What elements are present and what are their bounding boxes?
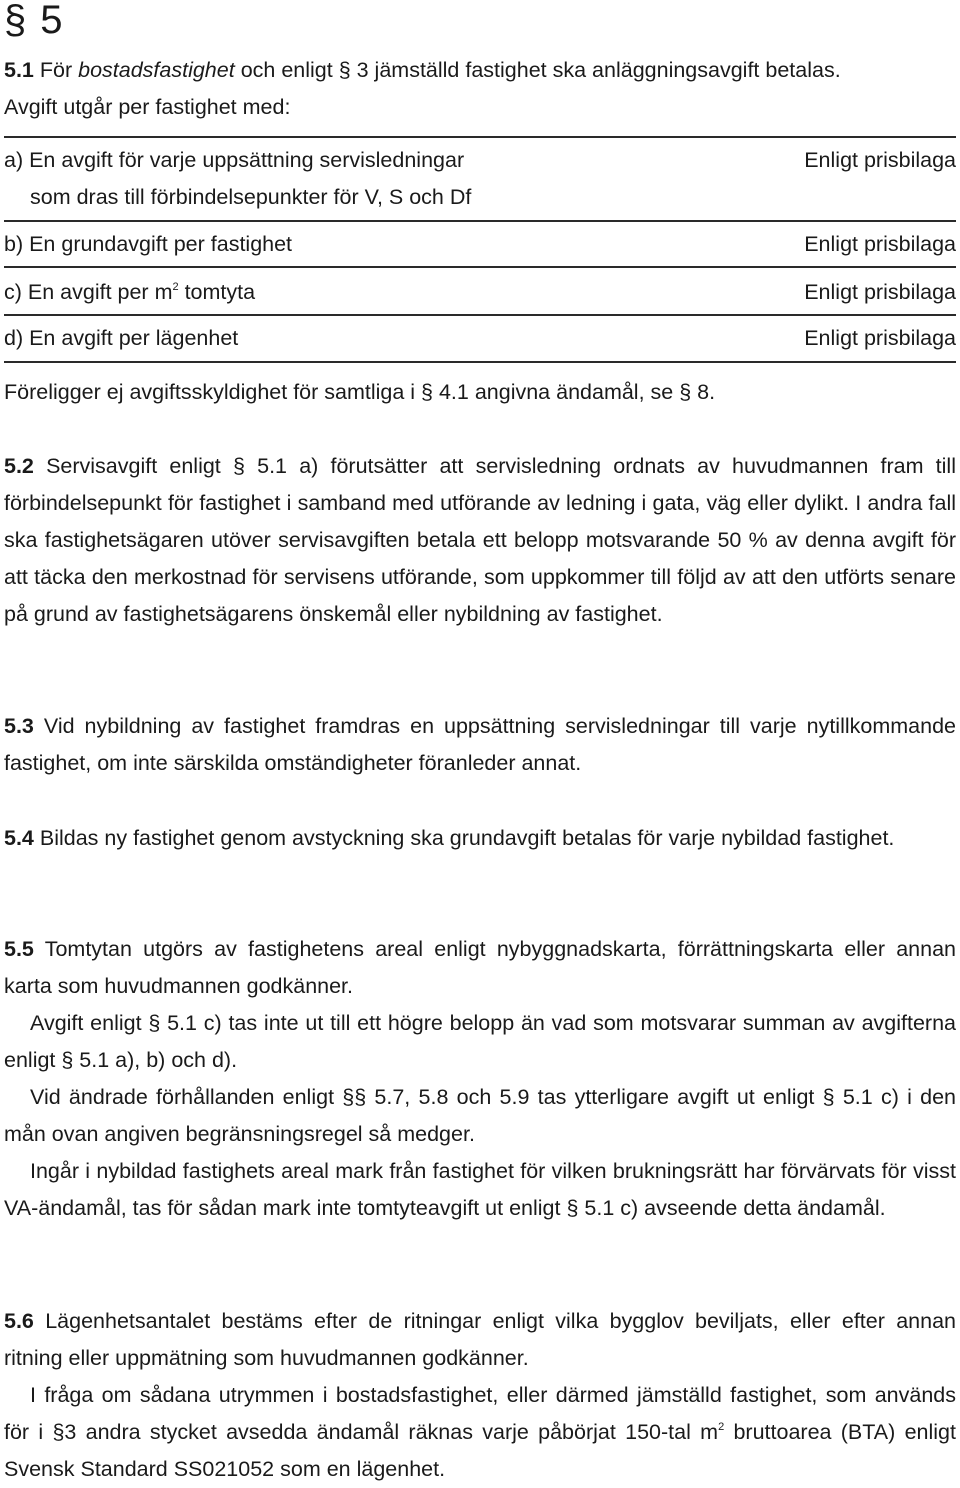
table-rule	[4, 361, 956, 363]
italic-term: bostadsfastighet	[78, 58, 235, 82]
text-fragment: För	[39, 58, 73, 82]
table-rule	[4, 220, 956, 222]
paragraph-5-1-line2: Avgift utgår per fastighet med:	[4, 95, 291, 119]
fee-label: d) En avgift per lägenhet	[4, 326, 239, 350]
fee-label-line: som dras till förbindelsepunkter för V, S och Df	[30, 185, 472, 209]
text-fragment: c) En avgift per m	[4, 280, 173, 304]
section-symbol: §	[4, 0, 27, 42]
paragraph-number: 5.6	[4, 1309, 34, 1333]
fee-label-line: a) En avgift för varje uppsättning servisledningar	[4, 148, 465, 172]
fee-value: Enligt prisbilaga	[804, 232, 956, 256]
paragraph-text: Bildas ny fastighet genom avstyckning ska grundavgift betalas för varje nybildad fastighet.	[39, 826, 895, 850]
paragraph-number: 5.4	[4, 826, 34, 850]
paragraph-5-6	[4, 1303, 956, 1488]
paragraph-5-5-p4: Ingår i nybildad fastighets areal mark från fastighet för vilken brukningsrätt har förvärvats för visst VA-ändamål, tas för sådan mark inte tomtyteavgift ut enligt § 5.1 c) avseende detta ändamål.	[4, 1159, 956, 1220]
paragraph-number: 5.1	[4, 58, 34, 82]
paragraph-5-5	[4, 931, 956, 1227]
paragraph-5-6-p1	[4, 1303, 956, 1377]
section-heading	[4, 0, 63, 42]
paragraph-5-1-line1	[4, 52, 956, 89]
text-fragment: tomtyta	[178, 280, 256, 304]
paragraph-5-5-p2: Avgift enligt § 5.1 c) tas inte ut till ett högre belopp än vad som motsvarar summan av avgifterna enligt § 5.1 a), b) och d).	[4, 1011, 956, 1072]
fee-value: Enligt prisbilaga	[804, 148, 956, 172]
table-rule	[4, 314, 956, 316]
paragraph-number: 5.5	[4, 937, 34, 961]
paragraph-5-2	[4, 448, 956, 633]
fee-value: Enligt prisbilaga	[804, 280, 956, 304]
paragraph-5-6-p2	[4, 1377, 956, 1488]
fee-label	[4, 274, 255, 311]
fee-value: Enligt prisbilaga	[804, 326, 956, 350]
paragraph-5-1	[4, 52, 956, 126]
text-fragment: och enligt § 3 jämställd fastighet ska anläggningsavgift betalas.	[240, 58, 841, 82]
paragraph-text: Servisavgift enligt § 5.1 a) förutsätter att servisledning ordnats av huvudmannen fram till förbindelsepunkt för fastighet i samband med utförande av ledning i gata, väg eller dylikt. I andra fall ska fastighetsägaren utöver servisavgiften betala ett belopp motsvarande 50 % av denna avgift för att täcka den merkostnad för servisens utförande, som uppkommer till följd av att den utförts senare på grund av fastighetsägarens önskemål eller nybildning av fastighet.	[4, 454, 956, 626]
paragraph-5-1-note: Föreligger ej avgiftsskyldighet för samtliga i § 4.1 angivna ändamål, se § 8.	[4, 380, 716, 404]
paragraph-number: 5.2	[4, 454, 34, 478]
paragraph-5-5-p3: Vid ändrade förhållanden enligt §§ 5.7, 5.8 och 5.9 tas ytterligare avgift ut enligt § 5.1 c) i den mån ovan angiven begränsningsregel så medger.	[4, 1085, 956, 1146]
text-fragment: I fråga om sådana utrymmen i bostadsfastighet, eller därmed jämställd fastighet, som används för i §3 andra stycket avsedda ändamål räknas varje påbörjat 150-tal m	[4, 1383, 956, 1444]
paragraph-5-4	[4, 820, 956, 857]
superscript: 2	[718, 1421, 725, 1433]
paragraph-text: Vid nybildning av fastighet framdras en uppsättning servisledningar till varje nytillkommande fastighet, om inte särskilda omständigheter föranleder annat.	[4, 714, 956, 775]
table-rule	[4, 266, 956, 268]
fee-label	[4, 142, 471, 216]
paragraph-5-5-p1	[4, 931, 956, 1005]
table-rule	[4, 136, 956, 138]
paragraph-number: 5.3	[4, 714, 34, 738]
paragraph-5-3	[4, 708, 956, 782]
section-number: 5	[40, 0, 63, 42]
fee-label: b) En grundavgift per fastighet	[4, 232, 293, 256]
paragraph-text: Tomtytan utgörs av fastighetens areal enligt nybyggnadskarta, förrättningskarta eller annan karta som huvudmannen godkänner.	[4, 937, 956, 998]
text-fragment: bruttoarea (BTA) enligt Svensk Standard SS021052 som en lägenhet.	[4, 1420, 956, 1481]
superscript: 2	[172, 281, 179, 293]
paragraph-text: Lägenhetsantalet bestäms efter de ritningar enligt vilka bygglov beviljats, eller efter annan ritning eller uppmätning som huvudmannen godkänner.	[4, 1309, 956, 1370]
